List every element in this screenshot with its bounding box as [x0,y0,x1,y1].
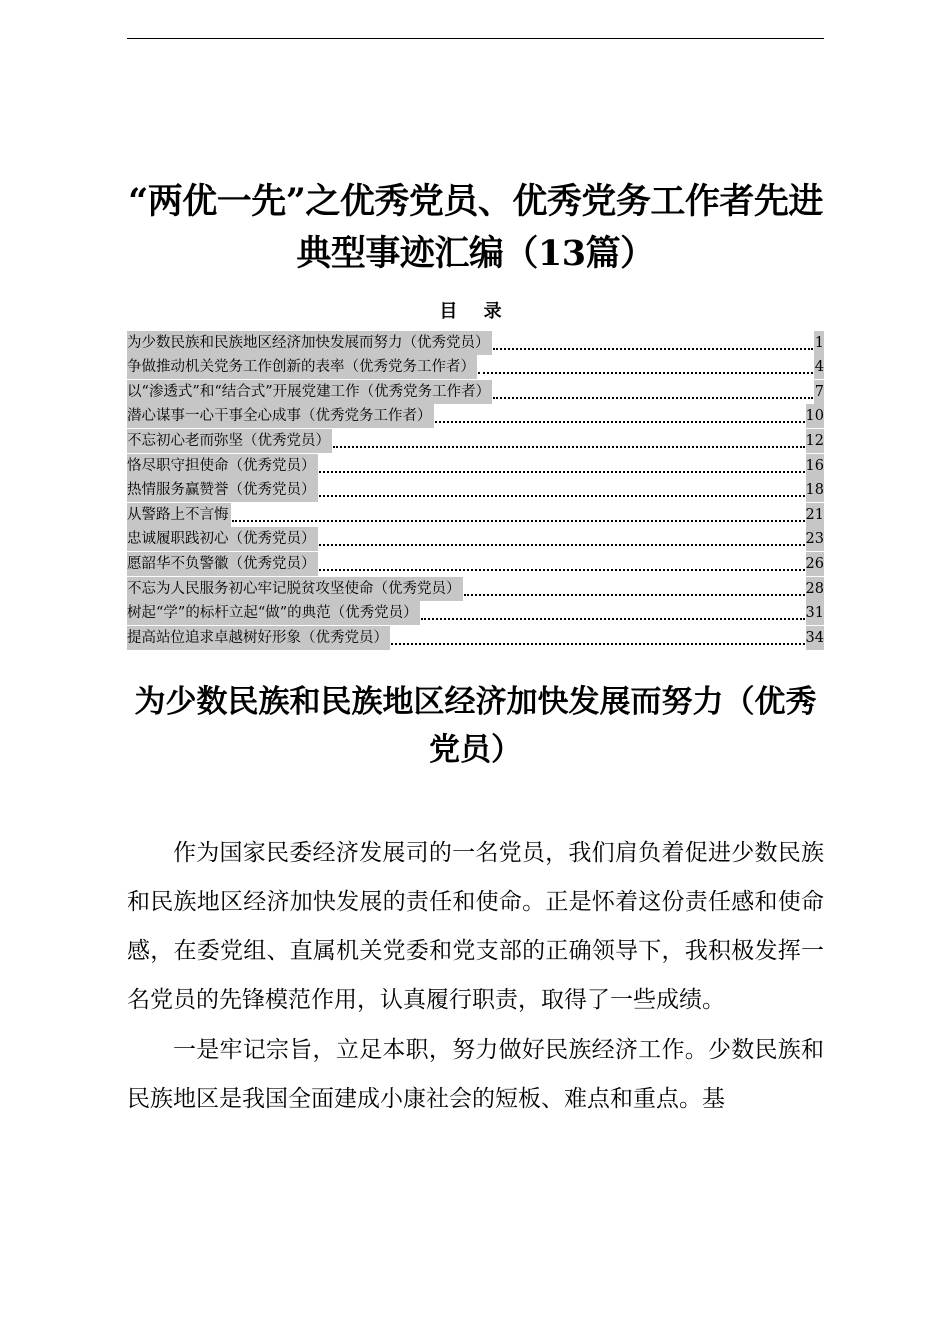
toc-entry[interactable] [127,330,824,355]
toc-entry-page: 7 [814,380,824,404]
toc-dot-leader [319,495,805,497]
toc-entry[interactable] [127,379,824,404]
toc-entry[interactable] [127,576,824,601]
toc-dot-leader [478,372,813,374]
toc-entry-title: 为少数民族和民族地区经济加快发展而努力（优秀党员） [127,331,492,355]
section-title: 为少数民族和民族地区经济加快发展而努力（优秀党员） [134,684,817,768]
toc-entry-page: 23 [806,527,824,551]
toc-dot-leader [493,348,814,350]
toc-entry-title: 潜心谋事一心干事全心成事（优秀党务工作者） [127,404,434,428]
body-text [127,829,824,1125]
toc-entry[interactable] [127,527,824,552]
toc-dot-leader [232,520,805,522]
toc-entry[interactable] [127,601,824,626]
table-of-contents [127,330,824,650]
toc-entry[interactable] [127,551,824,576]
toc-heading: 目 录 [439,301,512,322]
toc-entry-page: 1 [814,331,824,355]
toc-dot-leader [493,397,813,399]
toc-dot-leader [435,421,805,423]
toc-entry-page: 18 [806,478,824,502]
toc-dot-leader [421,618,805,620]
toc-entry-title: 热情服务赢赞誉（优秀党员） [127,478,318,502]
toc-entry-page: 31 [806,601,824,625]
toc-dot-leader [333,446,805,448]
toc-entry-page: 28 [806,577,824,601]
header-rule [127,38,824,39]
toc-entry[interactable] [127,404,824,429]
toc-entry-title: 从警路上不言悔 [127,503,231,527]
toc-entry-page: 21 [806,503,824,527]
toc-entry[interactable] [127,428,824,453]
toc-entry-page: 26 [806,552,824,576]
toc-entry-page: 4 [814,355,824,379]
toc-entry-page: 10 [806,404,824,428]
body-paragraph: 一是牢记宗旨，立足本职，努力做好民族经济工作。少数民族和民族地区是我国全面建成小康社会的短板、难点和重点。基 [127,1037,824,1112]
toc-entry-title: 恪尽职守担使命（优秀党员） [127,454,318,478]
toc-dot-leader [319,471,805,473]
toc-entry[interactable] [127,355,824,380]
toc-entry[interactable] [127,625,824,650]
toc-entry-title: 愿韶华不负警徽（优秀党员） [127,552,318,576]
document-title: “两优一先”之优秀党员、优秀党务工作者先进典型事迹汇编（13篇） [128,181,823,274]
toc-entry-page: 34 [806,626,824,650]
toc-entry[interactable] [127,478,824,503]
body-paragraph: 作为国家民委经济发展司的一名党员，我们肩负着促进少数民族和民族地区经济加快发展的责任和使命。正是怀着这份责任感和使命感，在委党组、直属机关党委和党支部的正确领导下，我积极发挥一名党员的先锋模范作用，认真履行职责，取得了一些成绩。 [127,840,824,1013]
toc-entry[interactable] [127,453,824,478]
toc-entry-title: 树起“学”的标杆立起“做”的典范（优秀党员） [127,601,420,625]
toc-entry-title: 争做推动机关党务工作创新的表率（优秀党务工作者） [127,355,477,379]
toc-entry-title: 提高站位追求卓越树好形象（优秀党员） [127,626,390,650]
toc-entry-title: 忠诚履职践初心（优秀党员） [127,527,318,551]
toc-dot-leader [319,544,805,546]
toc-entry-title: 以“渗透式”和“结合式”开展党建工作（优秀党务工作者） [127,380,492,404]
toc-entry-page: 16 [806,454,824,478]
toc-entry[interactable] [127,502,824,527]
toc-dot-leader [391,643,805,645]
toc-dot-leader [464,594,805,596]
toc-entry-title: 不忘初心老而弥坚（优秀党员） [127,429,332,453]
toc-entry-title: 不忘为人民服务初心牢记脱贫攻坚使命（优秀党员） [127,577,463,601]
toc-entry-page: 12 [806,429,824,453]
toc-dot-leader [319,569,805,571]
